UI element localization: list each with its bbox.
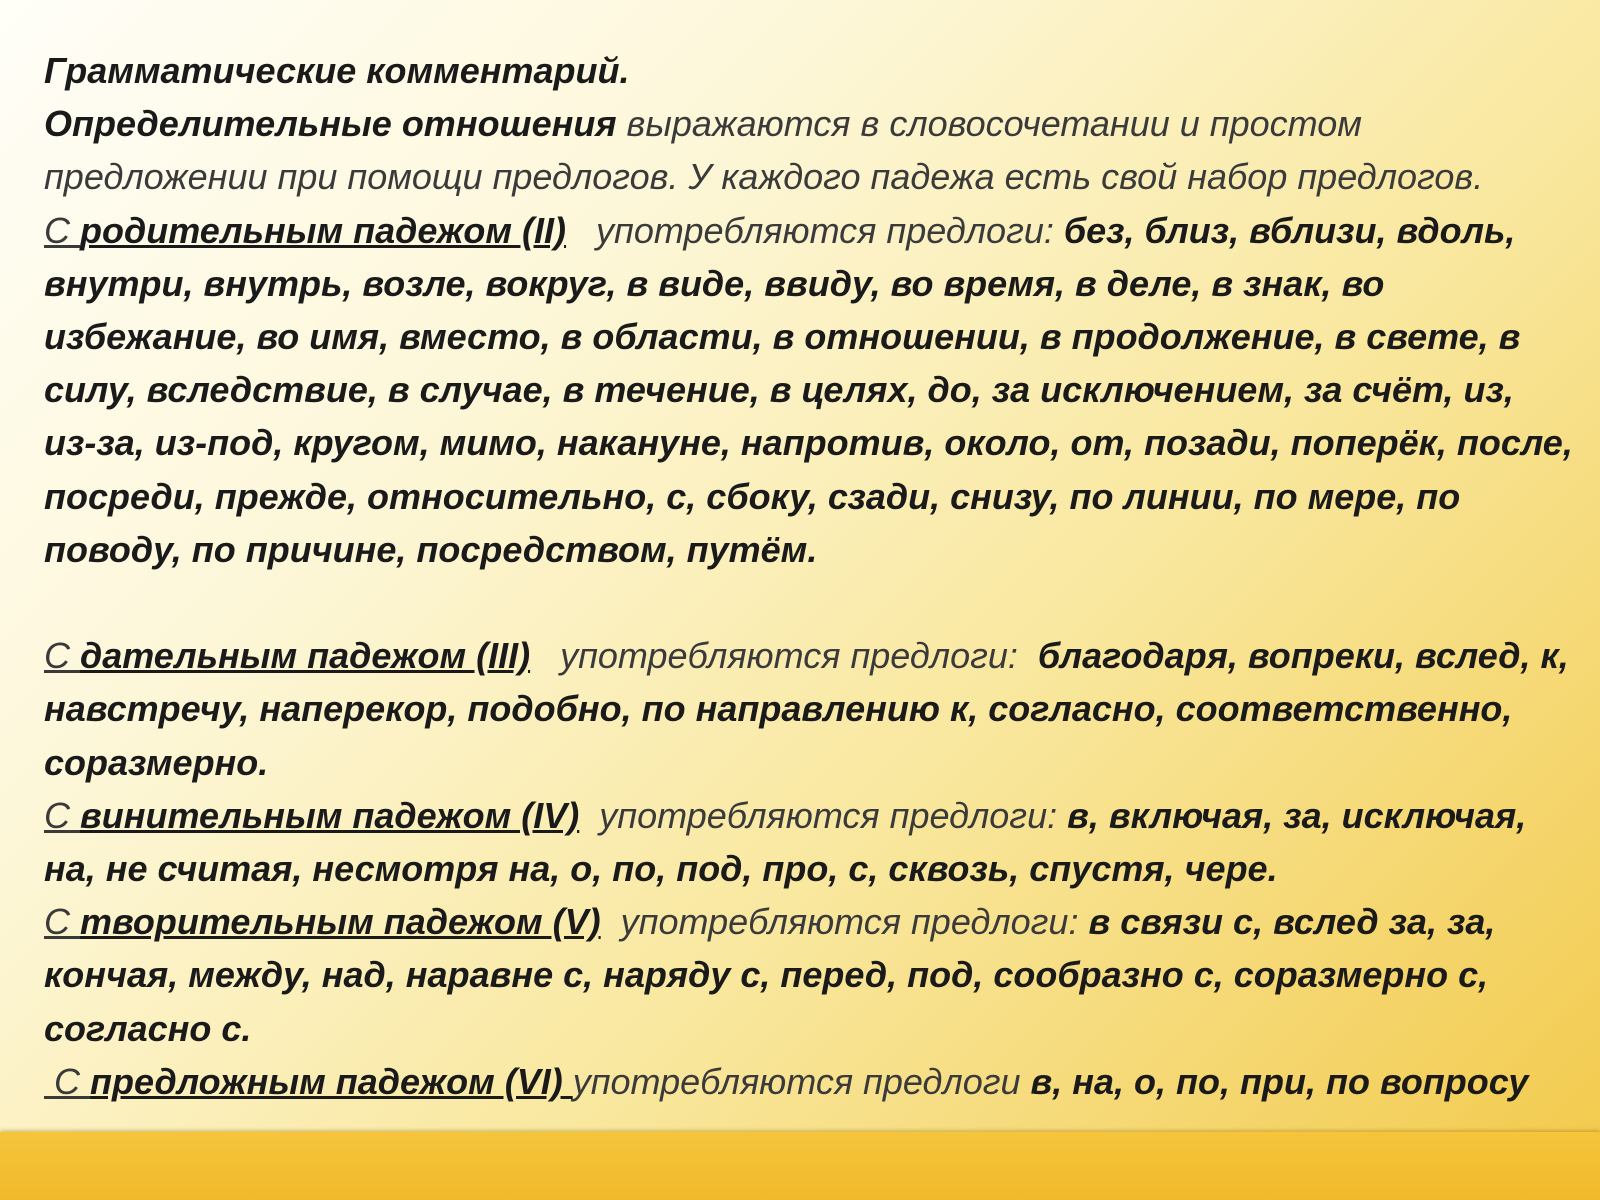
case-name: винительным падежом (IV) [80, 794, 580, 836]
case-prepositions: благодаря, вопреки, вслед, к, навстречу, наперекор, подобно, по направлению к, согласно, соответственно, соразмерно. [44, 635, 1569, 783]
case-instrumental [44, 895, 1574, 1055]
case-dative [44, 629, 1574, 789]
text-block [44, 44, 1574, 1108]
case-prefix: С [44, 209, 80, 251]
case-connector: употребляются предлоги [572, 1060, 1031, 1102]
case-prefix: С [44, 635, 80, 677]
case-accusative [44, 789, 1574, 895]
spacer [44, 576, 1574, 629]
case-name: творительным падежом (V) [80, 901, 601, 943]
case-name: родительным падежом (II) [80, 209, 567, 251]
case-prepositional [44, 1055, 1574, 1108]
case-connector: употребляются предлоги: [600, 901, 1089, 943]
heading: Грамматические комментарий. [44, 50, 630, 91]
case-connector: употребляются предлоги: [566, 209, 1064, 251]
bottom-band [0, 1132, 1600, 1200]
intro-text: выражаются в словосочетании и простом предложении при помощи предлогов. У каждого падежа есть свой набор предлогов. [44, 103, 1484, 198]
case-connector: употребляются предлоги: [579, 794, 1068, 836]
case-prefix: С [44, 901, 80, 943]
case-name: дательным падежом (III) [80, 635, 531, 677]
case-name: предложным падежом (VI) [90, 1060, 573, 1102]
case-connector: употребляются предлоги: [530, 635, 1038, 677]
case-prefix: С [44, 794, 80, 836]
case-prepositions: в, включая, за, исключая, на, не считая, несмотря на, о, по, под, про, с, сквозь, спустя, чере. [44, 794, 1527, 890]
case-prepositions: без, близ, вблизи, вдоль, внутри, внутрь, возле, вокруг, в виде, ввиду, во время, в деле, в знак, во избежание, во имя, вместо, в области, в отношении, в продолжение, в свете, в силу, вследствие, в случае, в течение, в целях, до, за исключением, за счёт, из, из-за, из-под, кругом, мимо, накануне, напротив, около, от, позади, поперёк, после, посреди, прежде, относительно, с, сбоку, сзади, снизу, по линии, по мере, по поводу, по причине, посредством, путём. [44, 209, 1573, 570]
case-prepositions: в связи с, вслед за, за, кончая, между, над, наравне с, наряду с, перед, под, сообразно с, соразмерно с, согласно с. [44, 901, 1496, 1049]
intro-term: Определительные отношения [44, 103, 617, 145]
case-prepositions: в, на, о, по, при, по вопросу [1030, 1060, 1529, 1102]
intro-paragraph [44, 97, 1574, 203]
case-genitive [44, 204, 1574, 576]
case-prefix: С [44, 1060, 91, 1102]
